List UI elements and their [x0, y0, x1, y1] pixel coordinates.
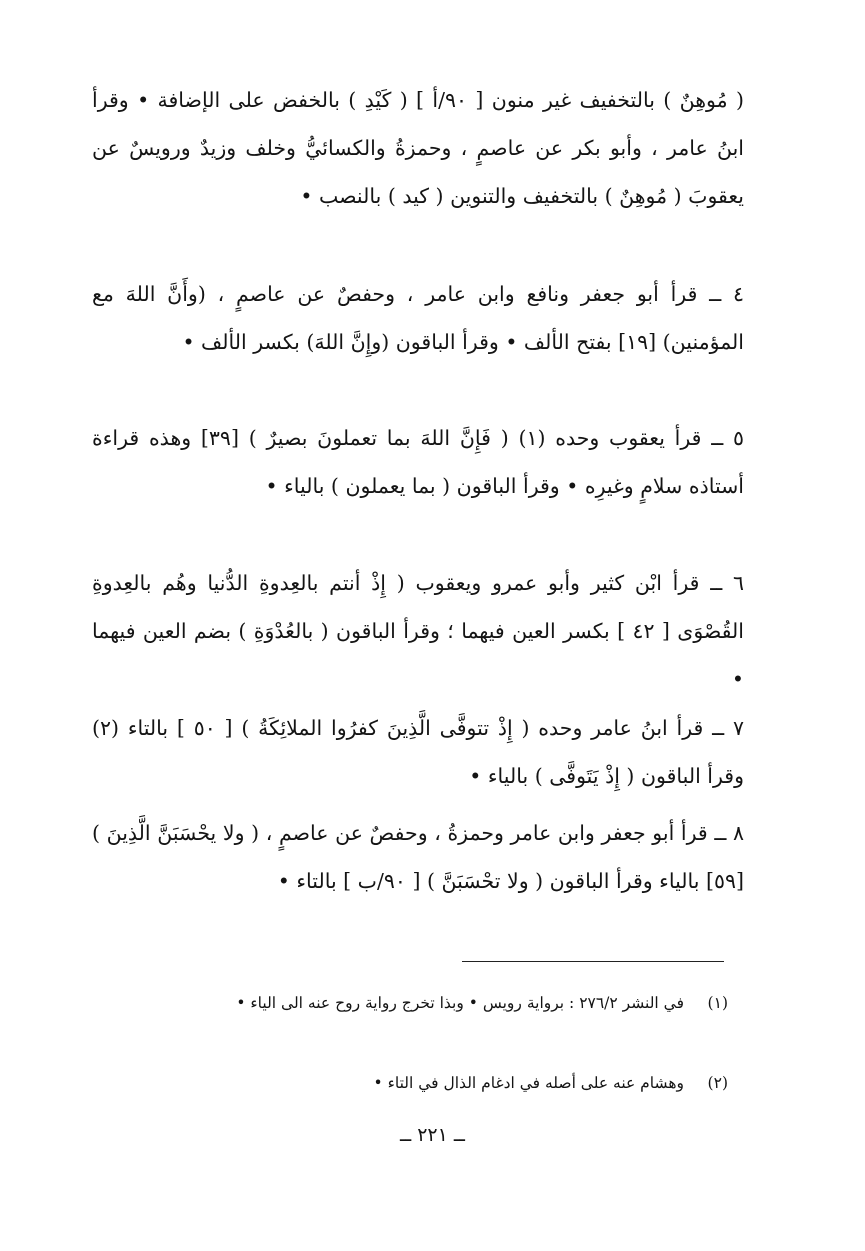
paragraph-item-8: ٨ ــ قرأ أبو جعفر وابن عامر وحمزةُ ، وحفصٌ عن عاصمٍ ، ( ولا يحْسَبَنَّ الَّذِينَ ) [٥٩] بالياء وقرأ الباقون ( ولا تحْسَبَنَّ ) [ ٩٠/ب ] بالتاء • [92, 821, 744, 893]
footnote-1-marker: (١) [707, 994, 728, 1012]
page-number: ــ ٢٢١ ــ [400, 1124, 465, 1146]
footnote-divider [462, 961, 724, 962]
footnote-2-marker: (٢) [707, 1074, 728, 1092]
footnote-1 [90, 988, 728, 1018]
footnote-2-text: وهشام عنه على أصله في ادغام الذال في التاء • [373, 1074, 684, 1092]
paragraph-item-5: ٥ ــ قرأ يعقوب وحده (١) ( فَإِنَّ اللهَ بما تعملونَ بصيرٌ ) [٣٩] وهذه قراءة أستاذه سلامٍ وغيرِه • وقرأ الباقون ( بما يعملون ) بالياء • [92, 426, 744, 498]
footnote-2 [90, 1068, 728, 1098]
paragraph-continuation: ( مُوهِنٌ ) بالتخفيف غير منون [ ٩٠/أ ] ( كَيْدِ ) بالخفض على الإضافة • وقرأ ابنُ عامر ، وأبو بكر عن عاصمٍ ، وحمزةُ والكسائيُّ وخلف وزيدٌ ورويسٌ عن يعقوبَ ( مُوهِنٌ ) بالتخفيف والتنوين ( كيد ) بالنصب • [92, 88, 744, 208]
footnote-1-text: في النشر ٢٧٦/٢ : برواية رويس • وبذا تخرج رواية روح عنه الى الياء • [236, 994, 684, 1012]
paragraph-item-7: ٧ ــ قرأ ابنُ عامر وحده ( إِذْ تتوفَّى الَّذِينَ كفرُوا الملائِكَةُ ) [ ٥٠ ] بالتاء (٢) وقرأ الباقون ( إِذْ يَتَوفَّى ) بالياء • [92, 716, 744, 788]
paragraph-item-4: ٤ ــ قرأ أبو جعفر ونافع وابن عامر ، وحفصٌ عن عاصمٍ ، (وأَنَّ اللهَ مع المؤمنين) [١٩] بفتح الألف • وقرأ الباقون (وإِنَّ اللهَ) بكسر الألف • [92, 282, 744, 354]
paragraph-item-6: ٦ ــ قرأ ابْن كثير وأبو عمرو ويعقوب ( إِذْ أنتم بالعِدوةِ الدُّنيا وهُم بالعِدوةِ القُصْوَى [ ٤٢ ] بكسر العين فيهما ؛ وقرأ الباقون ( بالعُدْوَةِ ) بضم العين فيهما • [92, 571, 744, 691]
